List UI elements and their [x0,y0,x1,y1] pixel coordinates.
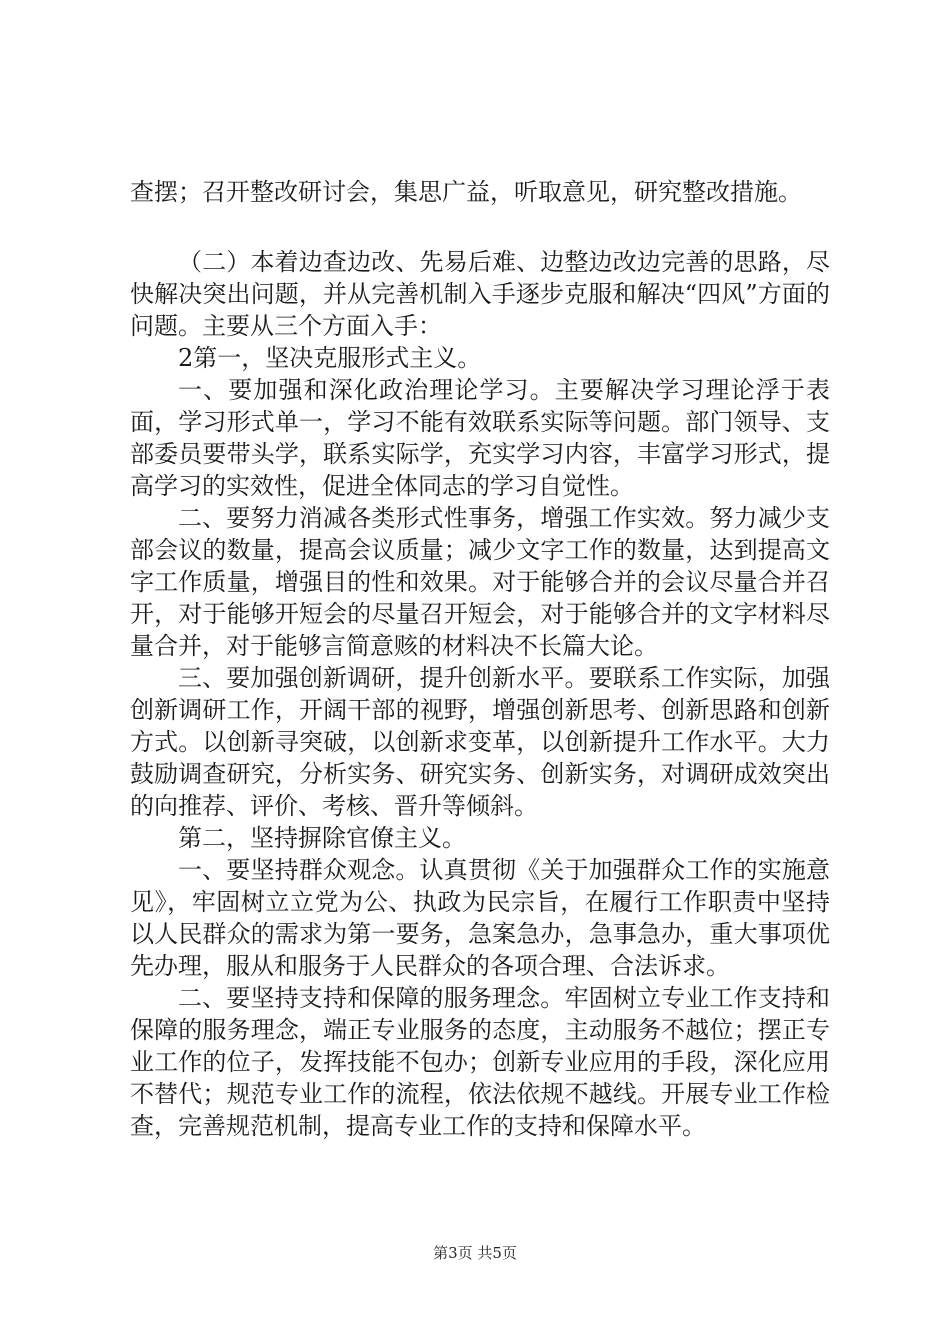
page-footer [0,1243,950,1263]
paragraph-mass-viewpoint: 一、要坚持群众观念。认真贯彻《关于加强群众工作的实施意见》，牢固树立立党为公、执政为民宗旨，在履行工作职责中坚持以人民群众的需求为第一要务，急案急办，急事急办，重大事项优先办理，服从和服务于人民群众的各项合理、合法诉求。 [130,856,830,980]
paragraph-continuation: 查摆；召开整改研讨会，集思广益，听取意见，研究整改措施。 [130,178,802,206]
paragraph-theory-study: 一、要加强和深化政治理论学习。主要解决学习理论浮于表面，学习形式单一，学习不能有效联系实际等问题。部门领导、支部委员要带头学，联系实际学，充实学习内容，丰富学习形式，提高学习的实效性，促进全体同志的学习自觉性。 [130,376,830,500]
paragraph-service-concept: 二、要坚持支持和保障的服务理念。牢固树立专业工作支持和保障的服务理念，端正专业服务的态度，主动服务不越位；摆正专业工作的位子，发挥技能不包办；创新专业应用的手段，深化应用不替代；规范专业工作的流程，依法依规不越线。开展专业工作检查，完善规范机制，提高专业工作的支持和保障水平。 [130,984,830,1140]
paragraph-gap [130,208,830,246]
paragraph-heading-formalism: 2第一，坚决克服形式主义。 [178,344,482,372]
paragraph-section-two-intro: （二）本着边查边改、先易后难、边整边改边完善的思路，尽快解决突出问题，并从完善机制入手逐步克服和解决“四风”方面的问题。主要从三个方面入手： [130,248,830,340]
paragraph-reduce-formalities: 二、要努力消减各类形式性事务，增强工作实效。努力减少支部会议的数量，提高会议质量；减少文字工作的数量，达到提高文字工作质量，增强目的性和效果。对于能够合并的会议尽量合并召开，对于能够开短会的尽量召开短会，对于能够合并的文字材料尽量合并，对于能够言简意赅的材料决不长篇大论。 [130,504,830,660]
paragraph-innovation-research: 三、要加强创新调研，提升创新水平。要联系工作实际，加强创新调研工作，开阔干部的视野，增强创新思考、创新思路和创新方式。以创新寻突破，以创新求变革，以创新提升工作水平。大力鼓励调查研究，分析实务、研究实务、创新实务，对调研成效突出的向推荐、评价、考核、晋升等倾斜。 [130,664,830,820]
paragraph-heading-bureaucracy: 第二，坚持摒除官僚主义。 [178,824,466,852]
document-body [130,176,830,1142]
page-number-label: 第3页 共5页 [433,1244,517,1262]
